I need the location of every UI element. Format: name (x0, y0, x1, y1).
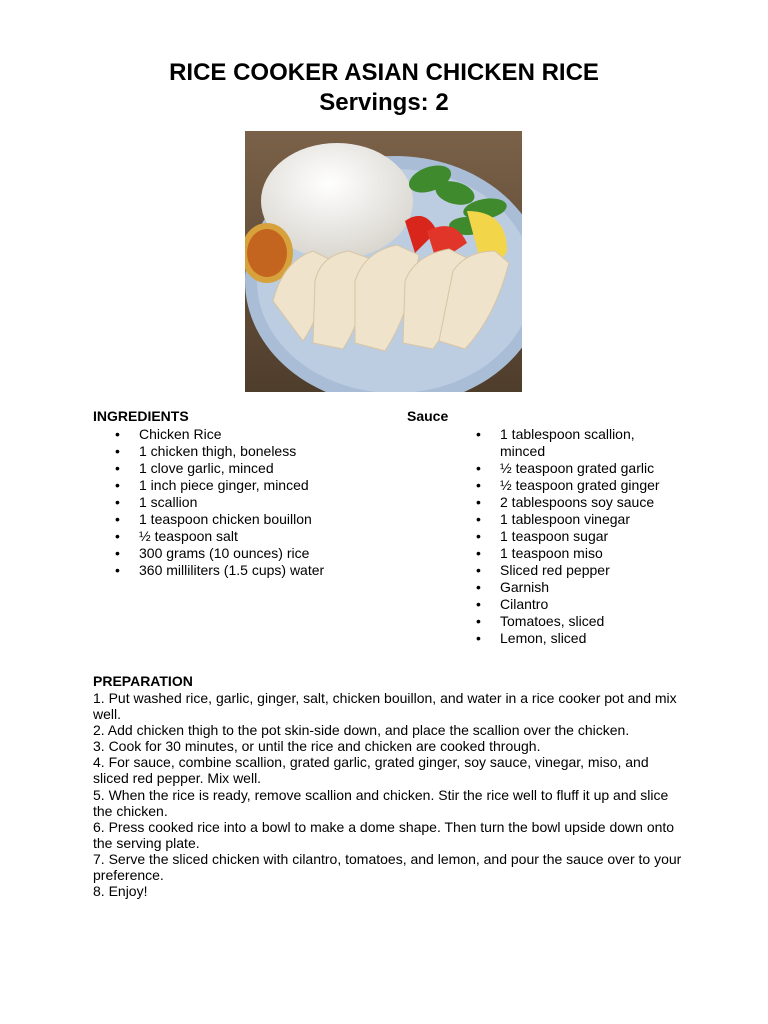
list-item: • 1 teaspoon sugar (500, 528, 680, 545)
list-item: • 1 chicken thigh, boneless (139, 443, 379, 460)
servings-label: Servings: 2 (319, 89, 449, 116)
list-item: • 1 teaspoon chicken bouillon (139, 511, 379, 528)
preparation-step: 3. Cook for 30 minutes, or until the rice and chicken are cooked through. (93, 738, 541, 755)
ingredients-heading: INGREDIENTS (93, 408, 189, 424)
list-item: • 360 milliliters (1.5 cups) water (139, 562, 379, 579)
sauce-heading: Sauce (407, 408, 449, 424)
preparation-step: 2. Add chicken thigh to the pot skin-side down, and place the scallion over the chicken. (93, 722, 630, 739)
list-item: • ½ teaspoon grated garlic (500, 460, 680, 477)
list-item: • 1 inch piece ginger, minced (139, 477, 379, 494)
list-item: • Tomatoes, sliced (500, 613, 680, 630)
preparation-step: 7. Serve the sliced chicken with cilantro, tomatoes, and lemon, and pour the sauce over to your preference. (93, 850, 682, 884)
list-item: • 1 teaspoon miso (500, 545, 680, 562)
list-item: • Sliced red pepper (500, 562, 680, 579)
preparation-step: 4. For sauce, combine scallion, grated garlic, grated ginger, soy sauce, vinegar, miso, and sliced red pepper. Mix well. (93, 754, 649, 787)
dish-photo (245, 131, 522, 392)
list-item: • Cilantro (500, 596, 680, 613)
preparation-step: 8. Enjoy! (93, 883, 148, 900)
preparation-step: 1. Put washed rice, garlic, ginger, salt, chicken bouillon, and water in a rice cooker pot and mix well. (93, 690, 677, 723)
recipe-title: RICE COOKER ASIAN CHICKEN RICE (169, 59, 599, 86)
list-item: • 1 scallion (139, 494, 379, 511)
list-item: • Garnish (500, 579, 680, 596)
list-item: • 1 tablespoon scallion, minced (500, 426, 680, 460)
list-item: • 1 clove garlic, minced (139, 460, 379, 477)
preparation-step: 6. Press cooked rice into a bowl to make a dome shape. Then turn the bowl upside down onto the serving plate. (93, 818, 675, 851)
list-item: • ½ teaspoon salt (139, 528, 379, 545)
list-item: • ½ teaspoon grated ginger (500, 477, 680, 494)
preparation-step: 5. When the rice is ready, remove scallion and chicken. Stir the rice well to fluff it up and slice the chicken. (93, 786, 669, 819)
list-item: • Chicken Rice (139, 426, 379, 443)
list-item: • 300 grams (10 ounces) rice (139, 545, 379, 562)
preparation-heading: PREPARATION (93, 673, 193, 689)
sauce-list (500, 426, 680, 647)
preparation-steps (93, 690, 683, 899)
recipe-title-block (0, 58, 768, 118)
list-item: • 1 tablespoon vinegar (500, 511, 680, 528)
list-item: • Lemon, sliced (500, 630, 680, 647)
ingredients-list (139, 426, 379, 579)
list-item: • 2 tablespoons soy sauce (500, 494, 680, 511)
